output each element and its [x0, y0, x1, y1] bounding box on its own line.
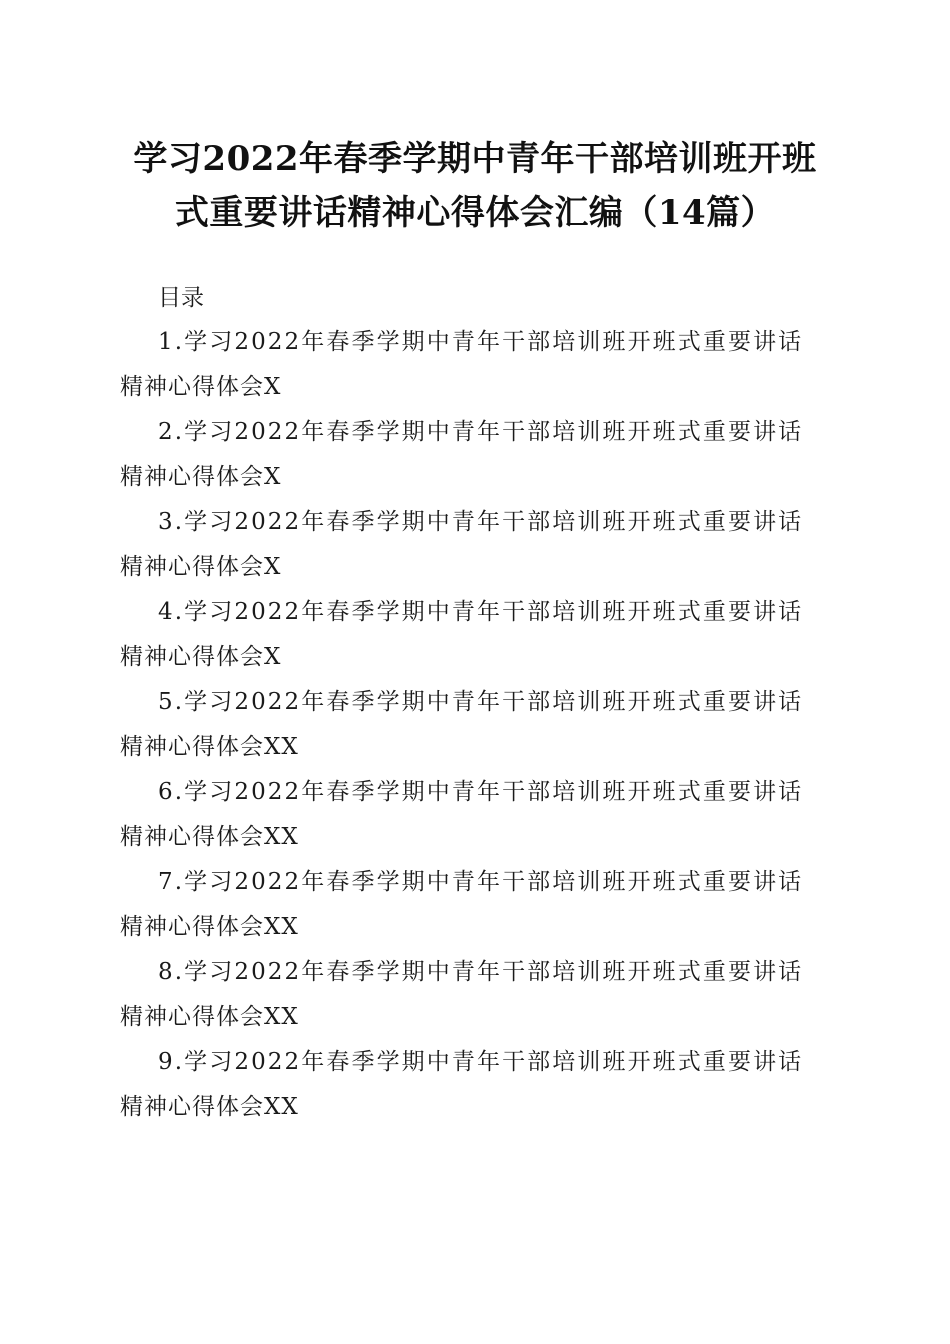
toc-entry	[120, 1040, 825, 1130]
toc-entry-line-2: 精神心得体会X	[120, 464, 282, 490]
toc-heading: 目录	[158, 285, 204, 311]
toc-entry	[120, 500, 825, 590]
toc-entry-line-2: 精神心得体会XX	[120, 1094, 299, 1120]
toc-entry-line-2: 精神心得体会XX	[120, 824, 299, 850]
document-title-line-1: 学习2022年春季学期中青年干部培训班开班	[133, 139, 817, 179]
toc-entry	[120, 590, 825, 680]
toc-entry-line-1: 4.学习2022年春季学期中青年干部培训班开班式重要讲话	[158, 599, 804, 625]
toc-entry-line-2: 精神心得体会X	[120, 554, 282, 580]
toc-entry	[120, 950, 825, 1040]
toc-entry-line-1: 8.学习2022年春季学期中青年干部培训班开班式重要讲话	[158, 959, 804, 985]
toc-entry-line-1: 6.学习2022年春季学期中青年干部培训班开班式重要讲话	[158, 779, 804, 805]
toc-entry	[120, 320, 825, 410]
toc-entry-line-1: 3.学习2022年春季学期中青年干部培训班开班式重要讲话	[158, 509, 804, 535]
table-of-contents	[120, 276, 825, 1130]
toc-entry	[120, 860, 825, 950]
toc-entry-line-1: 1.学习2022年春季学期中青年干部培训班开班式重要讲话	[158, 329, 804, 355]
toc-entry-line-2: 精神心得体会X	[120, 644, 282, 670]
toc-entry-line-2: 精神心得体会XX	[120, 734, 299, 760]
toc-entry	[120, 680, 825, 770]
toc-entry	[120, 770, 825, 860]
toc-entry-line-2: 精神心得体会X	[120, 374, 282, 400]
toc-entry-line-1: 5.学习2022年春季学期中青年干部培训班开班式重要讲话	[158, 689, 804, 715]
toc-entry-line-1: 7.学习2022年春季学期中青年干部培训班开班式重要讲话	[158, 869, 804, 895]
document-title	[100, 132, 850, 240]
document-title-line-2: 式重要讲话精神心得体会汇编（14篇）	[174, 193, 776, 233]
toc-entry-line-1: 2.学习2022年春季学期中青年干部培训班开班式重要讲话	[158, 419, 804, 445]
toc-entry-line-2: 精神心得体会XX	[120, 1004, 299, 1030]
toc-entry-line-2: 精神心得体会XX	[120, 914, 299, 940]
toc-entry	[120, 410, 825, 500]
toc-entry-line-1: 9.学习2022年春季学期中青年干部培训班开班式重要讲话	[158, 1049, 804, 1075]
